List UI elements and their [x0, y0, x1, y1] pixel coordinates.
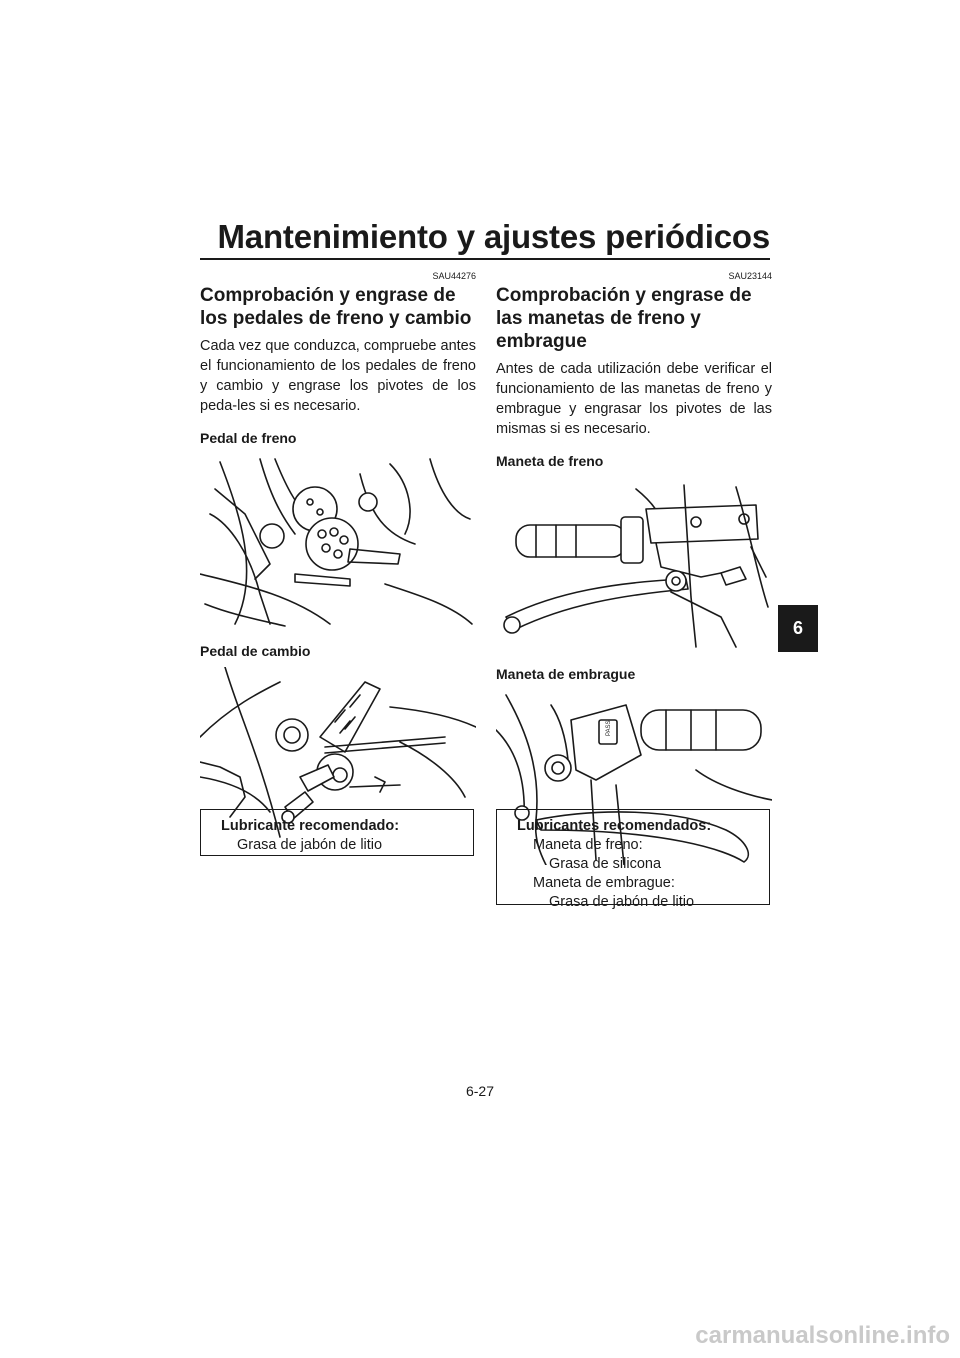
lubricant-value-brake: Grasa de silicona	[549, 856, 662, 872]
lubricant-title: Lubricante recomendado:	[221, 818, 400, 834]
chapter-tab: 6	[778, 605, 818, 652]
title-divider	[200, 258, 770, 260]
section-body: Antes de cada utilización debe verificar el funcionamiento de las manetas de freno y embrague y engrasar los pivotes de las mismas si es necesario.	[496, 361, 772, 437]
brake-lever-label: Maneta de freno	[496, 453, 604, 469]
section-heading: Comprobación y engrase de los pedales de freno y cambio	[200, 285, 472, 329]
lubricant-value: Grasa de jabón de litio	[237, 837, 383, 853]
section-code: SAU44276	[432, 271, 476, 281]
lubricant-title: Lubricantes recomendados:	[517, 818, 712, 834]
lubricant-value-clutch: Grasa de jabón de litio	[549, 894, 695, 910]
section-body: Cada vez que conduzca, compruebe antes el funcionamiento de los pedales de freno y cambio y engrase los pivotes de los peda-les si es necesario.	[200, 338, 476, 414]
watermark: carmanualsonline.info	[695, 1322, 950, 1349]
clutch-lever-label: Maneta de embrague	[496, 666, 636, 682]
brake-pedal-label: Pedal de freno	[200, 430, 297, 446]
lubricant-box-right	[496, 809, 770, 910]
section-heading: Comprobación y engrase de las manetas de freno y embrague	[496, 285, 752, 352]
shift-pedal-label: Pedal de cambio	[200, 643, 311, 659]
brake-pedal-illustration	[200, 454, 476, 629]
section-code: SAU23144	[728, 271, 772, 281]
page-title: Mantenimiento y ajustes periódicos	[217, 218, 770, 255]
pass-switch-text: PASS	[606, 720, 612, 736]
lubricant-item-clutch: Maneta de embrague:	[533, 875, 675, 891]
brake-shift-pedal-section	[200, 270, 476, 842]
page-number: 6-27	[465, 1083, 495, 1099]
brake-lever-illustration	[496, 477, 772, 652]
lubricant-item-brake: Maneta de freno:	[533, 837, 643, 853]
brake-clutch-lever-section	[496, 270, 772, 865]
lubricant-box-left	[200, 809, 474, 856]
